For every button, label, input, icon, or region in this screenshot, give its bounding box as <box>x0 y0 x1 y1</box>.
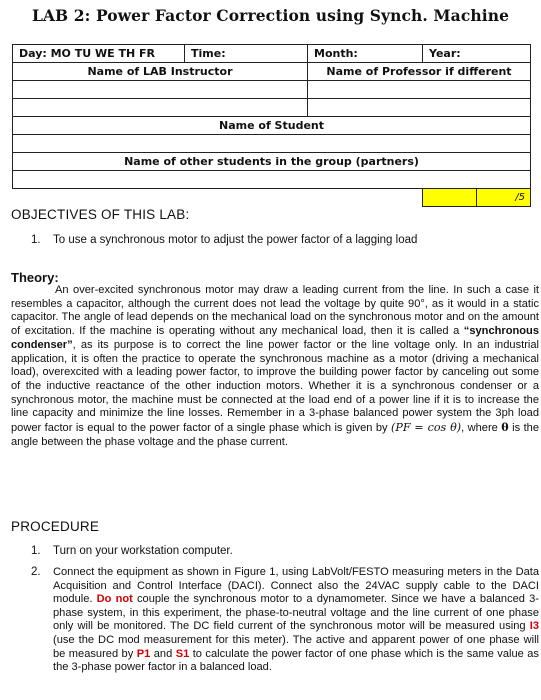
theory-text-4: is the angle between the phase voltage and the phase current. <box>11 422 539 448</box>
step-2-number: 2. <box>31 566 41 578</box>
theory-text-3: , where <box>461 422 502 435</box>
step-1-number: 1. <box>31 545 41 557</box>
partners-field[interactable] <box>13 171 531 189</box>
objectives-heading: OBJECTIVES OF THIS LAB: <box>11 207 190 222</box>
step-2-part-c: (use the DC mod measurement for this meter). The active and apparent power of one phase will be measured by <box>53 633 539 660</box>
synchronous-condenser-term: “synchronous condenser” <box>11 325 539 351</box>
objective-number: 1. <box>31 234 41 246</box>
score-spacer <box>13 189 423 207</box>
objective-item: To use a synchronous motor to adjust the power factor of a lagging load <box>53 234 418 246</box>
day-field[interactable]: Day: MO TU WE TH FR <box>13 45 185 63</box>
time-field[interactable]: Time: <box>185 45 308 63</box>
step-2-and: and <box>150 647 176 660</box>
theory-text-2: , as its purpose is to correct the line power factor or the line voltage only. In an industrial application, it is often the practice to operate the synchronous machine as a motor (driving a mechanical load), overexcited with a leading power factor, to improve the building power factor by canceling out some of the inductive reactance of the other induction motors. Whether it is a synchronous condenser or a synchronous motor, the machine must be connected at the load end of a power line if it is to increase the line capacity and minimize the line losses. Remember in a 3-phase balanced power system the 3ph load power factor is equal to the power factor of a single phase which is given by <box>11 338 539 435</box>
instructor-field-2[interactable] <box>13 99 308 117</box>
professor-field[interactable] <box>308 81 531 99</box>
procedure-heading: PROCEDURE <box>11 519 100 534</box>
step-2-part-d: to calculate the power factor of one phase which is the same value as the 3-phase power factor in a balanced load. <box>53 647 539 674</box>
do-not-warning: Do not <box>96 593 133 606</box>
header-info-table <box>12 44 531 207</box>
instructor-label: Name of LAB Instructor <box>13 63 308 81</box>
professor-label: Name of Professor if different <box>308 63 531 81</box>
theory-text-1: An over-excited synchronous motor may draw a leading current from the line. In such a case it resembles a capacitor, although the current does not lead the voltage by quite 90°, as it would in a static capacitor. The angle of lead depends on the mechanical load on the synchronous motor and on the amount of excitation. If the machine is operating without any mechanical load, then it is called a <box>11 284 539 338</box>
p1-meter: P1 <box>136 647 151 660</box>
step-2-part-b: couple the synchronous motor to a dynamometer. Since we have a balanced 3-phase system, in this experiment, the phase-to-neutral voltage and the line current of one phase only will be monitored. The DC field current of the synchronous motor will be measured using <box>53 593 539 633</box>
s1-meter: S1 <box>175 647 190 660</box>
step-2-text <box>53 566 539 675</box>
i3-meter: I3 <box>529 620 539 633</box>
student-label: Name of Student <box>13 117 531 135</box>
page-title: LAB 2: Power Factor Correction using Synch. Machine <box>31 6 510 25</box>
professor-field-2[interactable] <box>308 99 531 117</box>
step-1-text: Turn on your workstation computer. <box>53 545 233 557</box>
instructor-field[interactable] <box>13 81 308 99</box>
theory-heading: Theory: <box>11 270 59 285</box>
score-box[interactable]: /5 <box>476 189 530 206</box>
pf-formula: (PF = cos θ) <box>391 421 462 435</box>
theta-symbol: θ <box>501 421 509 435</box>
student-field[interactable] <box>13 135 531 153</box>
year-field[interactable]: Year: <box>423 45 531 63</box>
step-2-part-a: Connect the equipment as shown in Figure 1, using LabVolt/FESTO measuring meters in the Data Acquisition and Control Interface (DACI). Connect also the 24VAC supply cable to the DACI module. <box>53 566 539 606</box>
month-field[interactable]: Month: <box>308 45 423 63</box>
partners-label: Name of other students in the group (partners) <box>13 153 531 171</box>
theory-paragraph <box>11 284 539 449</box>
